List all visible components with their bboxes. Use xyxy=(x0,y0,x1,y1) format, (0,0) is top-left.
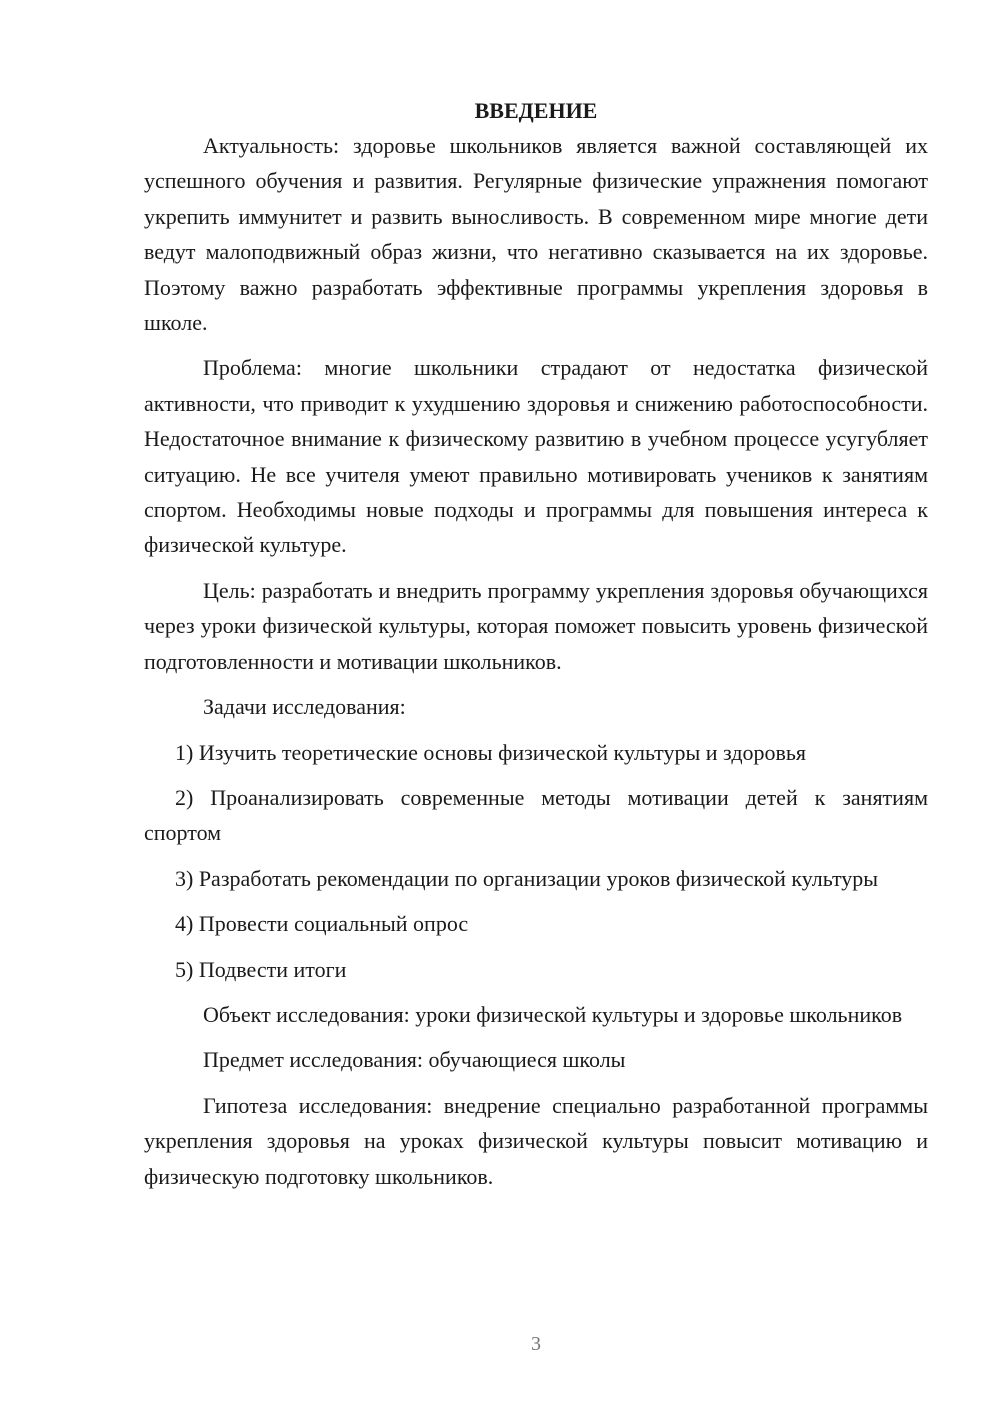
problem-paragraph: Проблема: многие школьники страдают от недостатка физической активности, что приводит к ухудшению здоровья и снижению работоспособности. Недостаточное внимание к физическому развитию в учебном процессе усугубляет ситуацию. Не все учителя умеют правильно мотивировать учеников к занятиям спортом. Необходимы новые подходы и программы для повышения интереса к физической культуре. xyxy=(144,355,928,558)
hypothesis-paragraph: Гипотеза исследования: внедрение специально разработанной программы укрепления здоровья на уроках физической культуры повысит мотивацию и физическую подготовку школьников. xyxy=(144,1092,928,1189)
task-item-1: 1) Изучить теоретические основы физической культуры и здоровья xyxy=(175,739,807,765)
task-item-5: 5) Подвести итоги xyxy=(175,956,347,982)
section-heading: ВВЕДЕНИЕ xyxy=(474,98,598,123)
page-number: 3 xyxy=(531,1333,541,1355)
document-page xyxy=(144,93,928,1194)
relevance-paragraph: Актуальность: здоровье школьников является важной составляющей их успешного обучения и развития. Регулярные физические упражнения помогают укрепить иммунитет и развить выносливость. В современном мире многие дети ведут малоподвижный образ жизни, что негативно сказывается на их здоровье. Поэтому важно разработать эффективные программы укрепления здоровья в школе. xyxy=(144,133,928,336)
object-paragraph: Объект исследования: уроки физической культуры и здоровье школьников xyxy=(203,1001,903,1027)
goal-paragraph: Цель: разработать и внедрить программу укрепления здоровья обучающихся через уроки физической культуры, которая поможет повысить уровень физической подготовленности и мотивации школьников. xyxy=(144,577,928,674)
tasks-title: Задачи исследования: xyxy=(203,694,406,720)
task-item-2: 2) Проанализировать современные методы мотивации детей к занятиям спортом xyxy=(144,784,928,846)
task-item-4: 4) Провести социальный опрос xyxy=(175,911,469,937)
task-item-3: 3) Разработать рекомендации по организации уроков физической культуры xyxy=(175,865,879,891)
subject-paragraph: Предмет исследования: обучающиеся школы xyxy=(203,1047,626,1073)
